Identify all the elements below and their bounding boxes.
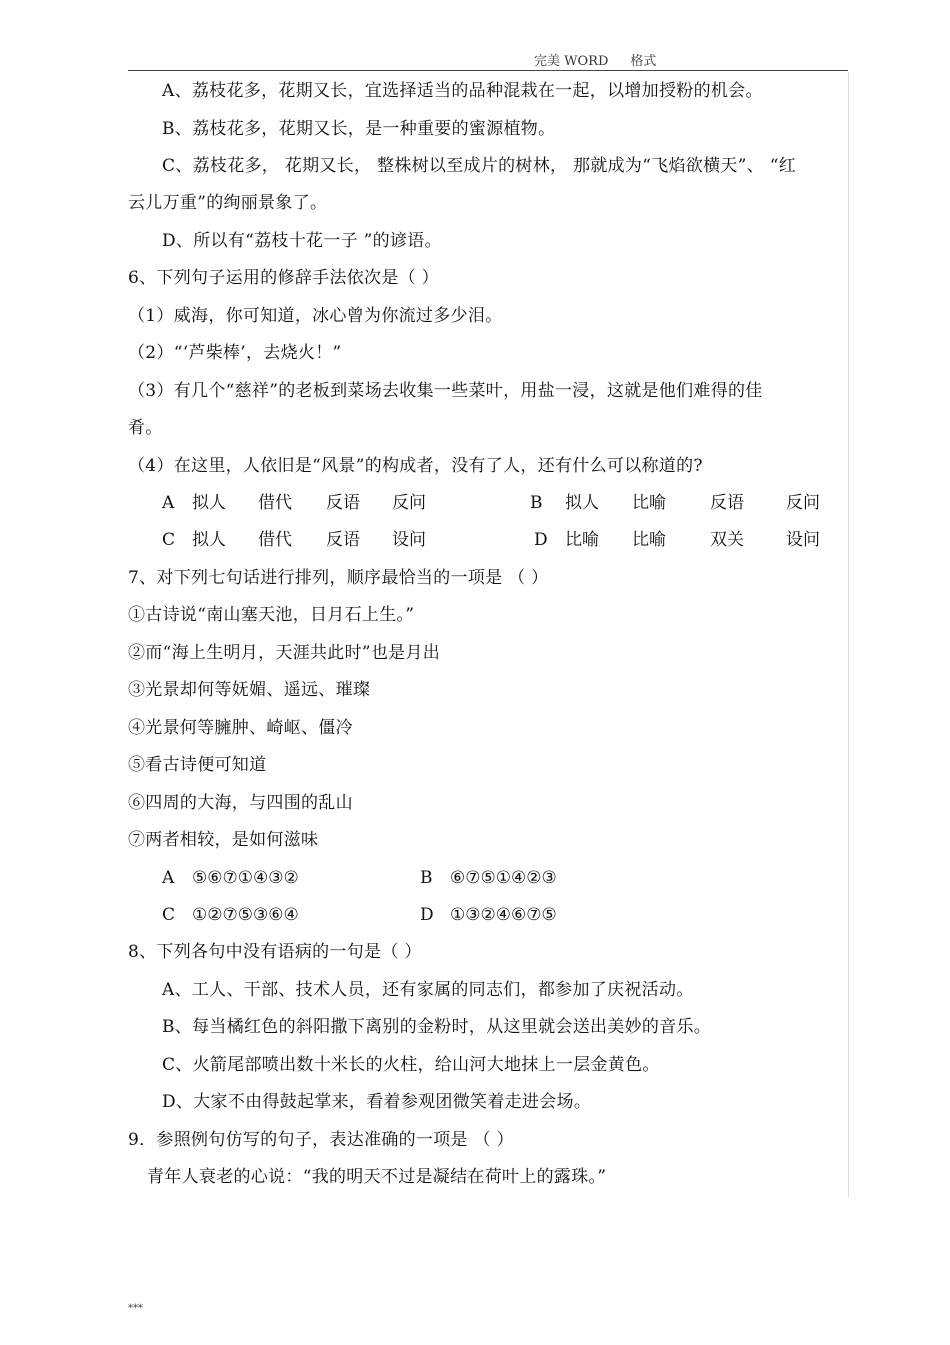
q6-option-a-2: 借代	[258, 493, 292, 513]
q6-option-d-2: 比喻	[632, 530, 666, 550]
header-right: 格式	[630, 54, 657, 69]
q7-option-a-letter: A	[162, 868, 175, 888]
q6-option-b-3: 反语	[710, 493, 744, 513]
q8-option-b: B、每当橘红色的斜阳撒下离别的金粉时，从这里就会送出美妙的音乐。	[162, 1017, 712, 1037]
header-rule	[128, 70, 848, 71]
margin-rule	[848, 72, 849, 1197]
q5-option-a: A、荔枝花多，花期又长，宜选择适当的品种混栽在一起，以增加授粉的机会。	[162, 81, 763, 101]
q5-option-c-line2: 云儿万重”的绚丽景象了。	[128, 193, 328, 213]
q6-option-c-letter: C	[162, 530, 176, 550]
q6-option-c-1: 拟人	[192, 530, 226, 550]
page-footer: ***	[128, 1303, 143, 1314]
q6-sentence-4: （4）在这里，人依旧是“风景”的构成者，没有了人，还有什么可以称道的?	[128, 456, 703, 476]
q5-option-d: D、所以有“荔枝十花一子 ”的谚语。	[162, 231, 442, 251]
q6-option-c-3: 反语	[326, 530, 360, 550]
q6-option-d-letter: D	[534, 530, 548, 550]
q7-option-b-letter: B	[420, 868, 433, 888]
q8-stem: 8、下列各句中没有语病的一句是（ ）	[128, 942, 422, 962]
q6-option-a-1: 拟人	[192, 493, 226, 513]
q7-item-5: ⑤看古诗便可知道	[128, 755, 267, 775]
q7-options-row-2	[0, 907, 700, 927]
q6-sentence-2: （2）“‘芦柴棒’，去烧火！”	[128, 343, 342, 363]
q6-option-d-1: 比喻	[565, 530, 599, 550]
q6-option-d-4: 设问	[786, 530, 820, 550]
q7-stem: 7、对下列七句话进行排列，顺序最恰当的一项是 （ ）	[128, 568, 549, 588]
q8-option-c: C、火箭尾部喷出数十米长的火柱，给山河大地抹上一层金黄色。	[162, 1055, 660, 1075]
q6-option-b-1: 拟人	[565, 493, 599, 513]
q8-option-a: A、工人、干部、技术人员，还有家属的同志们，都参加了庆祝活动。	[162, 980, 694, 1000]
q7-options-row-1	[0, 870, 700, 890]
q6-option-a-letter: A	[162, 493, 175, 513]
q6-stem: 6、下列句子运用的修辞手法依次是（ ）	[128, 268, 439, 288]
q6-option-a-4: 反问	[392, 493, 426, 513]
q6-option-c-4: 设问	[392, 530, 426, 550]
q6-option-b-letter: B	[530, 493, 543, 513]
q5-option-b: B、荔枝花多，花期又长，是一种重要的蜜源植物。	[162, 119, 556, 139]
q6-sentence-1: （1）威海，你可知道，冰心曾为你流过多少泪。	[128, 306, 503, 326]
q7-option-c-order: ①②⑦⑤③⑥④	[192, 905, 299, 925]
q6-option-a-3: 反语	[326, 493, 360, 513]
header-left: 完美 WORD	[534, 54, 609, 69]
q6-options-row-2	[0, 530, 820, 552]
q7-option-c-letter: C	[162, 905, 176, 925]
q6-option-d-3: 双关	[710, 530, 744, 550]
q6-sentence-3-line1: （3）有几个“慈祥”的老板到菜场去收集一些菜叶，用盐一浸，这就是他们难得的佳	[128, 381, 763, 401]
q7-item-1: ①古诗说“南山塞天池，日月石上生。”	[128, 605, 415, 625]
q6-option-b-2: 比喻	[632, 493, 666, 513]
q7-option-a-order: ⑤⑥⑦①④③②	[192, 868, 299, 888]
q6-option-b-4: 反问	[786, 493, 820, 513]
q7-item-3: ③光景却何等妩媚、遥远、璀璨	[128, 680, 371, 700]
q6-sentence-3-line2: 肴。	[128, 418, 163, 438]
q7-item-2: ②而“海上生明月，天涯共此时”也是月出	[128, 643, 441, 663]
q7-option-b-order: ⑥⑦⑤①④②③	[450, 868, 557, 888]
q9-stem: 9．参照例句仿写的句子，表达准确的一项是 （ ）	[128, 1130, 514, 1150]
q5-option-c-line1: C、荔枝花多， 花期又长， 整株树以至成片的树林， 那就成为“飞焰欲横天”、 “红	[162, 156, 796, 176]
q7-option-d-order: ①③②④⑥⑦⑤	[450, 905, 557, 925]
q8-option-d: D、大家不由得鼓起掌来，看着参观团微笑着走进会场。	[162, 1092, 592, 1112]
q7-item-7: ⑦两者相较，是如何滋味	[128, 830, 319, 850]
q7-item-6: ⑥四周的大海，与四围的乱山	[128, 793, 353, 813]
q6-options-row-1	[0, 493, 820, 515]
page-header	[534, 50, 656, 69]
q9-example: 青年人衰老的心说：“我的明天不过是凝结在荷叶上的露珠。”	[147, 1167, 607, 1187]
q7-option-d-letter: D	[420, 905, 434, 925]
q7-item-4: ④光景何等臃肿、崎岖、僵冷	[128, 718, 353, 738]
q6-option-c-2: 借代	[258, 530, 292, 550]
